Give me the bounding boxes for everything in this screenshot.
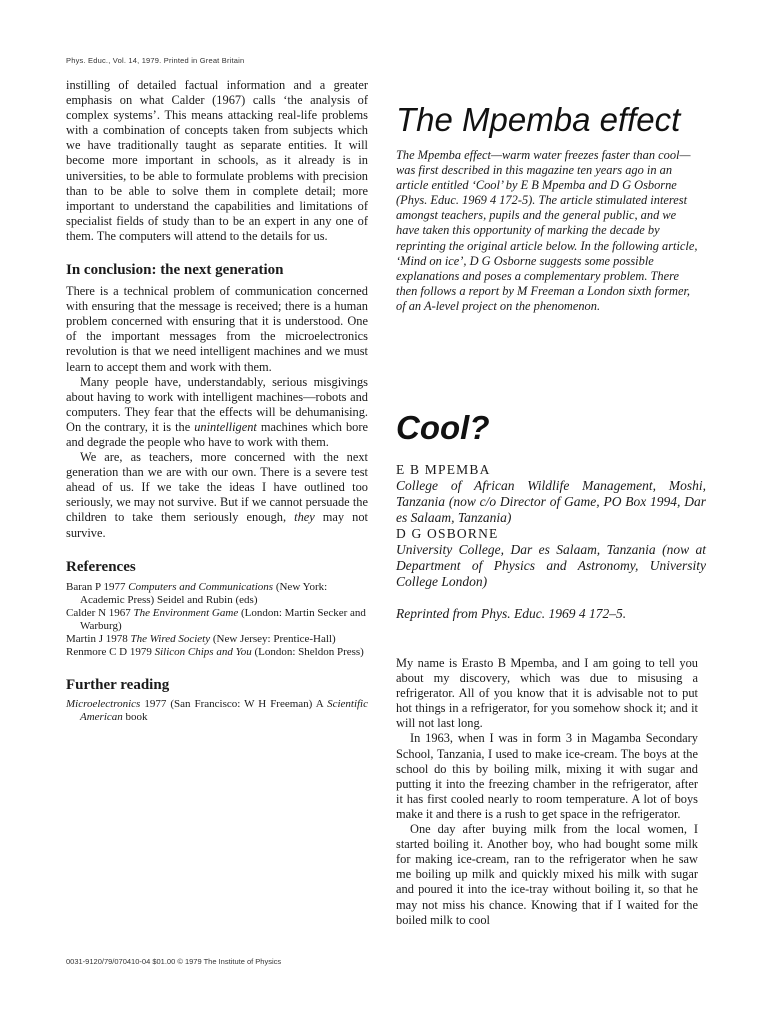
reprint-note: Reprinted from Phys. Educ. 1969 4 172–5. (396, 606, 627, 621)
reference-item: Renmore C D 1979 Silicon Chips and You (London: Sheldon Press) (66, 645, 364, 658)
right-column-body (396, 656, 698, 928)
author-name: E B MPEMBA (396, 462, 491, 477)
body-paragraph: Many people have, understandably, serious misgivings about having to work with intelligent machines—robots and computers. They fear that the effects will be dehumanising. On the contrary, it is the unintelligent machines which bore and degrade the people who have to work with them. (66, 374, 368, 449)
body-paragraph: In 1963, when I was in form 3 in Magamba Secondary School, Tanzania, I used to make ice-cream. The boys at the school do this by boiling milk, mixing it with sugar and putting it into the freezing chamber in the refrigerator, after it has first cooled nearly to room temperature. A lot of boys make it and there is a rush to get space in the refrigerator. (396, 731, 698, 821)
author-affiliation: College of African Wildlife Management, Moshi, Tanzania (now c/o Director of Game, PO Box 1994, Dar es Salaam, Tanzania) (396, 478, 706, 525)
body-paragraph: My name is Erasto B Mpemba, and I am going to tell you about my discovery, which was due to misusing a refrigerator. All of you know that it is advisable not to put hot things in a refrigerator, for you somehow shock it; and it will not last long. (396, 656, 698, 731)
cool-title: Cool? (396, 409, 490, 446)
reference-item: Martin J 1978 The Wired Society (New Jersey: Prentice-Hall) (66, 632, 336, 645)
body-paragraph: There is a technical problem of communication concerned with ensuring that the message is received; there is a human problem concerned with ensuring that it is understood. One of the important messages from the microelectronics revolution is that we need intelligent machines and we must learn to accept them and work with them. (66, 284, 368, 374)
section-heading-further-reading: Further reading (66, 676, 170, 693)
left-column (66, 78, 368, 724)
reference-list (66, 581, 368, 659)
further-reading-item: Microelectronics 1977 (San Francisco: W H Freeman) A Scientific American book (66, 697, 368, 723)
section-heading-conclusion: In conclusion: the next generation (66, 262, 284, 279)
body-paragraph: We are, as teachers, more concerned with the next generation than we are with our own. There is a severe test ahead of us. If we take the ideas I have outlined too seriously, we may not survive. But if we cannot persuade the children to take them seriously enough, they may not survive. (66, 450, 368, 540)
author-name: D G OSBORNE (396, 526, 499, 541)
article-title: The Mpemba effect (396, 101, 681, 138)
body-paragraph: One day after buying milk from the local women, I started boiling it. Another boy, who had bought some milk for making ice-cream, ran to the refrigerator when he saw me boiling up milk and quickly mixed his milk with sugar and poured it into the ice-tray without boiling it, so that he may not miss his chance. Knowing that if I waited for the boiled milk to cool (396, 822, 698, 927)
author-block (396, 462, 706, 622)
footer-copyright: 0031-9120/79/070410-04 $01.00 © 1979 The Institute of Physics (66, 957, 282, 966)
right-column-intro (396, 100, 698, 314)
author-affiliation: University College, Dar es Salaam, Tanzania (now at Department of Physics and Astronomy, University College London) (396, 542, 706, 589)
body-paragraph: instilling of detailed factual information and a greater emphasis on what Calder (1967) calls ‘the analysis of complex systems’. This means attacking real-life problems with a combination of concepts taken from subjects which we have traditionally taught as separate entities. It will become more important in schools, as it already is in universities, to be able to formulate problems with precision than to be able to solve them in complete detail; more important to understand the capabilities and limitations of specialist fields of study than to be an expert in any one of them. The computers will attend to the details for us. (66, 78, 368, 243)
running-head: Phys. Educ., Vol. 14, 1979. Printed in Great Britain (66, 56, 245, 65)
section-heading-references: References (66, 558, 136, 575)
reference-item: Calder N 1967 The Environment Game (London: Martin Secker and Warburg) (66, 606, 366, 632)
intro-paragraph: The Mpemba effect—warm water freezes faster than cool—was first described in this magazine ten years ago in an article entitled ‘Cool’ by E B Mpemba and D G Osborne (Phys. Educ. 1969 4 172-5). The article stimulated interest amongst teachers, pupils and the general public, and we have taken this opportunity of marking the decade by reprinting the original article below. In the following article, ‘Mind on ice’, D G Osborne suggests some possible explanations and poses a complementary problem. There then follows a report by M Freeman a London sixth former, of an A-level project on the phenomenon. (396, 148, 698, 313)
reference-item: Baran P 1977 Computers and Communications (New York: Academic Press) Seidel and Rubin (eds) (66, 580, 328, 606)
